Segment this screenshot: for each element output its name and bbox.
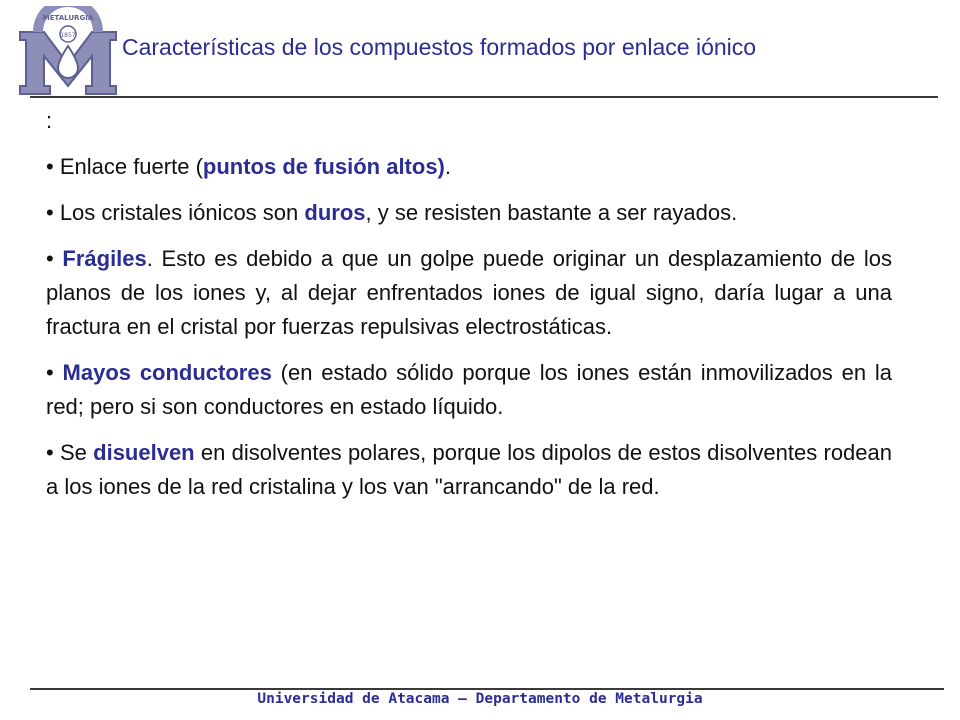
slide-content xyxy=(46,104,892,516)
bullet-highlight: disuelven xyxy=(93,440,195,465)
bullet-conductores xyxy=(46,356,892,424)
bullet-fragiles xyxy=(46,242,892,344)
logo-text: METALURGIA xyxy=(42,14,94,22)
bullet-highlight: duros xyxy=(304,200,366,225)
bullet-text: . xyxy=(444,154,452,179)
colon-line xyxy=(46,104,892,138)
footer-text: Universidad de Atacama – Departamento de Metalurgia xyxy=(257,691,703,707)
bullet-text: en disolventes polares, porque los dipolos de estos disolventes rodean a los iones de la red cristalina y los van "arrancando" de la red. xyxy=(46,440,892,499)
footer-divider xyxy=(30,688,944,690)
bullet-duros xyxy=(46,196,892,230)
bullet-text: • Enlace fuerte ( xyxy=(46,154,203,179)
bullet-text: (en estado sólido porque los iones están inmovilizados en la red; pero si son conductores en estado líquido. xyxy=(46,360,893,419)
bullet-text: . Esto es debido a que un golpe puede originar un desplazamiento de los planos de los iones y, al dejar enfrentados iones de igual signo, daría lugar a una fractura en el cristal por fuerzas repulsivas electrostáticas. xyxy=(46,246,892,339)
bullet-text: • Se xyxy=(46,440,94,465)
logo-year: 1857 xyxy=(60,32,76,39)
logo-metalurgia xyxy=(16,6,120,98)
header-divider xyxy=(30,96,938,98)
bullet-text: • Los cristales iónicos son xyxy=(46,200,305,225)
bullet-disuelven xyxy=(46,436,892,504)
slide-title: Características de los compuestos formados por enlace iónico xyxy=(122,34,757,60)
bullet-enlace-fuerte xyxy=(46,150,892,184)
bullet-text: • xyxy=(46,360,63,385)
bullet-highlight: puntos de fusión altos) xyxy=(202,154,445,179)
bullet-text: • xyxy=(46,246,63,271)
bullet-highlight: Frágiles xyxy=(62,246,147,271)
colon-text: : xyxy=(46,108,53,133)
bullet-text: , y se resisten bastante a ser rayados. xyxy=(365,200,738,225)
bullet-highlight: Mayos conductores xyxy=(62,360,272,385)
